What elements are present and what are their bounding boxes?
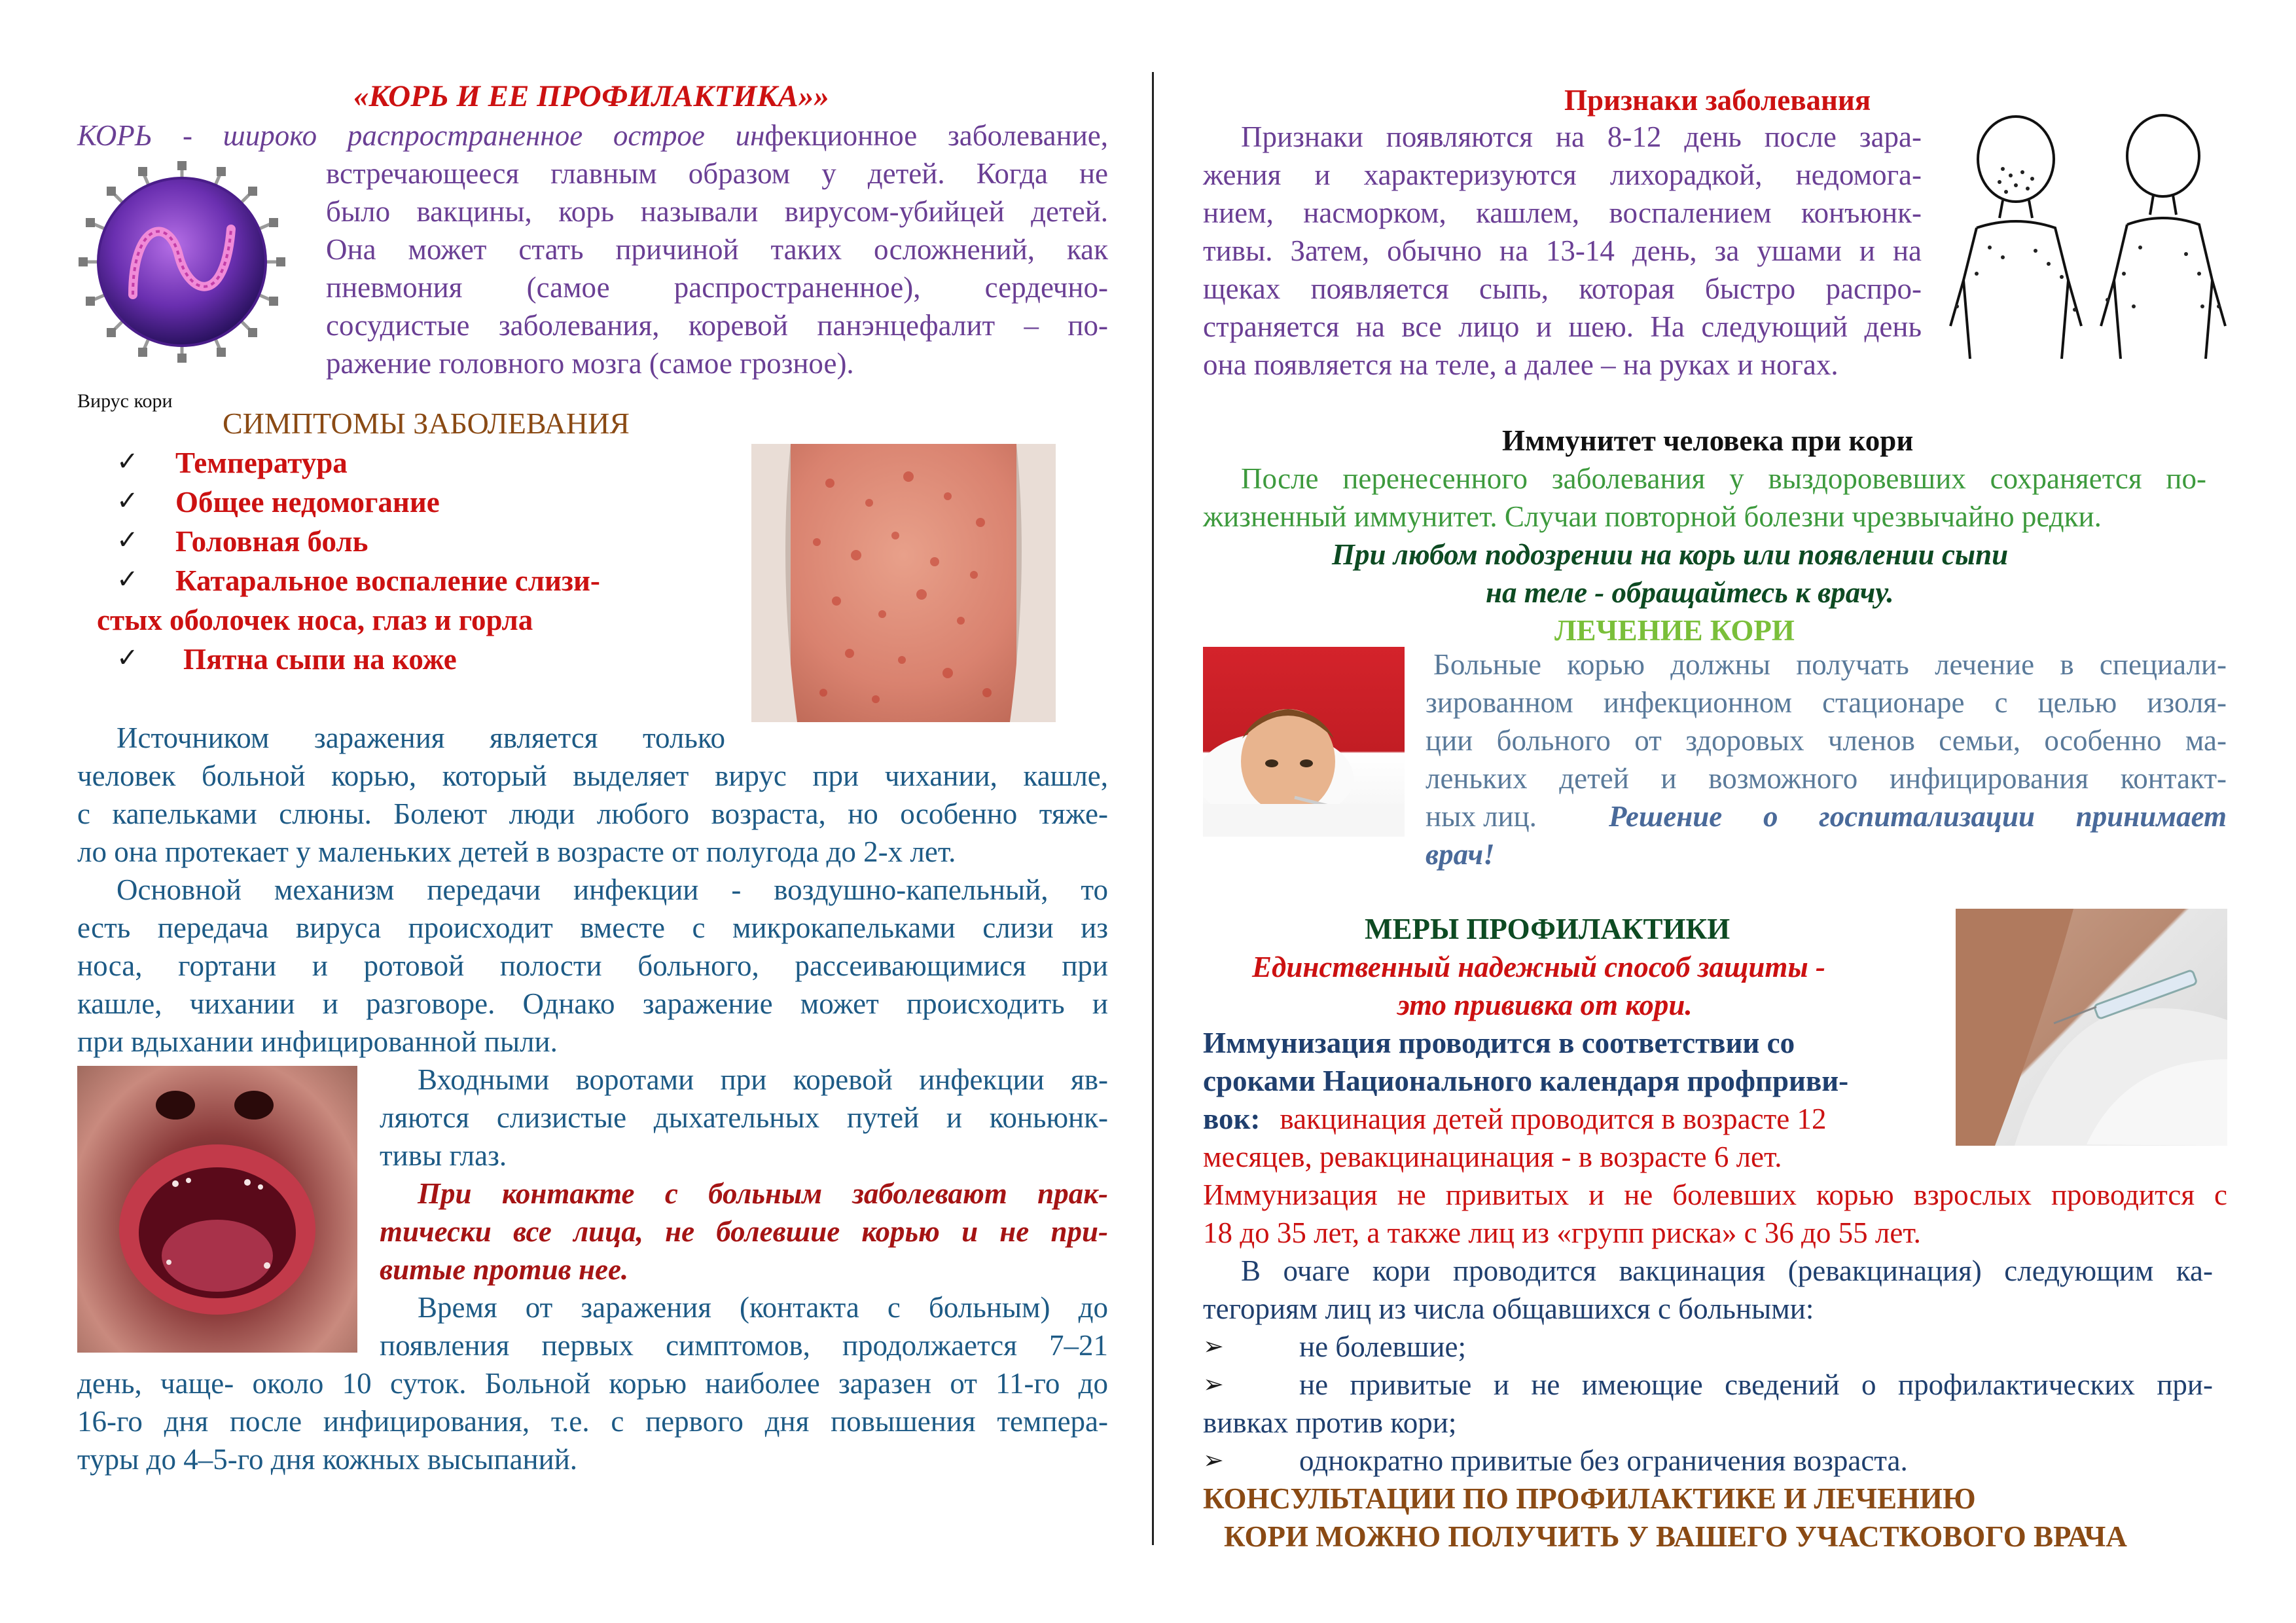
arrow-bullet-icon: ➢ xyxy=(1203,1371,1224,1398)
focus-line-2: тегориям лиц из числа общавшихся с больными: xyxy=(1203,1292,1814,1325)
arrow-bullet-icon: ➢ xyxy=(1203,1333,1224,1360)
incubation-line-4: 16-го дня после инфицирования, т.е. с первого дня повышения темпера- xyxy=(77,1405,1108,1438)
category-2b: вивках против кори; xyxy=(1203,1406,1457,1439)
syringe-hands xyxy=(1956,909,2227,1146)
intro-line-5: пневмония (самое распространенное), сердечно- xyxy=(326,271,1108,304)
immunization-bold-2: сроками Национального календаря профприви- xyxy=(1203,1065,1849,1097)
signs-line-2: жения и характеризуются лихорадкой, недомога- xyxy=(1203,158,1922,191)
intro-line-1 xyxy=(77,117,1108,155)
contact-line-3: витые против нее. xyxy=(380,1253,629,1286)
left-title: «КОРЬ И ЕЕ ПРОФИЛАКТИКА»» xyxy=(353,79,829,113)
immunization-red-2: месяцев, ревакцинацинация - в возрасте 6 лет. xyxy=(1203,1140,1782,1173)
signs-line-1: Признаки появляются на 8-12 день после зара- xyxy=(1241,120,1922,153)
check-icon: ✓ xyxy=(117,447,139,476)
immunization-red-1: вакцинация детей проводится в возрасте 12 xyxy=(1280,1103,1827,1135)
check-icon: ✓ xyxy=(117,525,139,555)
check-icon: ✓ xyxy=(117,564,139,594)
intro-rest: фекционное заболевание, xyxy=(764,119,1108,152)
rash-spots xyxy=(751,444,1056,722)
treatment-line-2: зированном инфекционном стационаре с целью изоля- xyxy=(1426,686,2227,719)
child-in-bed xyxy=(1203,647,1405,837)
injection-photo xyxy=(1956,909,2227,1146)
immunity-title: Иммунитет человека при кори xyxy=(1502,424,1914,457)
category-3: однократно привитые без ограничения возраста. xyxy=(1299,1444,1908,1477)
mechanism-line-4: кашле, чихании и разговоре. Однако заражение может происходить и xyxy=(77,987,1108,1020)
intro-line-2: встречающееся главным образом у детей. Когда не xyxy=(326,157,1108,190)
decision-line-1: Решение о госпитализации принимает xyxy=(1609,800,2227,833)
sick-child-photo xyxy=(1203,647,1405,837)
mechanism-line-1: Основной механизм передачи инфекции - воздушно-капельный, то xyxy=(117,873,1108,906)
prevention-title: МЕРЫ ПРОФИЛАКТИКИ xyxy=(1365,913,1731,945)
source-line-1: Источником заражения является только xyxy=(117,721,725,754)
signs-line-6: страняется на все лицо и шею. На следующий день xyxy=(1203,310,1922,343)
suspicion-line-1: При любом подозрении на корь или появлении сыпи xyxy=(1332,538,2009,571)
source-line-4: ло она протекает у маленьких детей в возрасте от полугода до 2-х лет. xyxy=(77,835,956,868)
adults-line-1: Иммунизация не привитых и не болевших корью взрослых проводится с xyxy=(1203,1178,2227,1211)
mechanism-line-3: носа, гортани и ротовой полости больного, рассеивающимися при xyxy=(77,949,1108,982)
intro-line-7: ражение головного мозга (самое грозное). xyxy=(326,347,854,380)
symptom-5: Пятна сыпи на коже xyxy=(183,643,457,676)
rash-photo xyxy=(751,444,1056,722)
intro-italic: широко распространенное острое ин xyxy=(223,119,765,152)
immunity-line-1: После перенесенного заболевания у выздоровевших сохраняется по- xyxy=(1241,462,2206,495)
focus-line-1: В очаге кори проводится вакцинация (ревакцинация) следующим ка- xyxy=(1241,1254,2213,1287)
gates-line-3: тивы глаз. xyxy=(380,1139,507,1172)
intro-line-6: сосудистые заболевания, коревой панэнцефалит – по- xyxy=(326,309,1108,342)
intro-dash: - xyxy=(152,119,223,152)
mouth-shape xyxy=(77,1066,357,1353)
symptom-3: Головная боль xyxy=(175,525,368,558)
virus-illustration xyxy=(71,157,293,367)
contact-line-1: При контакте с больным заболевают прак- xyxy=(418,1177,1108,1210)
consult-line-1: КОНСУЛЬТАЦИИ ПО ПРОФИЛАКТИКЕ И ЛЕЧЕНИЮ xyxy=(1203,1482,1976,1515)
symptom-1: Температура xyxy=(175,447,348,479)
symptom-2: Общее недомогание xyxy=(175,486,440,519)
source-line-2: человек больной корью, который выделяет вирус при чихании, кашле, xyxy=(77,759,1108,792)
check-icon: ✓ xyxy=(117,643,139,672)
children-sketch xyxy=(1937,110,2245,372)
signs-line-3: нием, насморком, кашлем, воспалением конъюнк- xyxy=(1203,196,1922,229)
signs-line-5: щеках появляется сыпь, которая быстро распро- xyxy=(1203,272,1922,305)
treatment-title: ЛЕЧЕНИЕ КОРИ xyxy=(1554,614,1795,647)
intro-term: КОРЬ xyxy=(77,119,152,152)
category-1: не болевшие; xyxy=(1299,1330,1466,1363)
column-divider xyxy=(1152,72,1154,1545)
incubation-line-3: день, чаще- около 10 суток. Больной корью наиболее заразен от 11-го до xyxy=(77,1367,1108,1400)
consult-line-2: КОРИ МОЖНО ПОЛУЧИТЬ У ВАШЕГО УЧАСТКОВОГО ВРАЧА xyxy=(1224,1520,2127,1553)
incubation-line-2: появления первых симптомов, продолжается 7–21 xyxy=(380,1329,1108,1362)
symptoms-title: СИМПТОМЫ ЗАБОЛЕВАНИЯ xyxy=(223,407,630,440)
incubation-line-1: Время от заражения (контакта с больным) до xyxy=(418,1291,1108,1324)
contact-line-2: тически все лица, не болевшие корью и не при- xyxy=(380,1215,1108,1248)
check-icon: ✓ xyxy=(117,486,139,515)
prevention-line-2: это прививка от кори. xyxy=(1397,989,1693,1021)
arrow-bullet-icon: ➢ xyxy=(1203,1447,1224,1474)
mechanism-line-2: есть передача вируса происходит вместе с микрокапельками слизи из xyxy=(77,911,1108,944)
treatment-line-3: ции больного от здоровых членов семьи, особенно ма- xyxy=(1426,724,2227,757)
virus-caption: Вирус кори xyxy=(77,390,173,412)
immunization-bold-1: Иммунизация проводится в соответствии со xyxy=(1203,1027,1795,1059)
signs-title: Признаки заболевания xyxy=(1564,84,1871,117)
signs-line-4: тивы. Затем, обычно на 13-14 день, за ушами и на xyxy=(1203,234,1922,267)
immunization-bold-3: вок: xyxy=(1203,1103,1261,1135)
mechanism-line-5: при вдыхании инфицированной пыли. xyxy=(77,1025,558,1058)
symptom-4a: Катаральное воспаление слизи- xyxy=(175,564,600,597)
intro-line-3: было вакцины, корь называли вирусом-убийцей детей. xyxy=(326,195,1108,228)
immunity-line-2: жизненный иммунитет. Случаи повторной болезни чрезвычайно редки. xyxy=(1203,500,2102,533)
incubation-line-5: туры до 4–5-го дня кожных высыпаний. xyxy=(77,1443,578,1476)
signs-line-7: она появляется на теле, а далее – на руках и ногах. xyxy=(1203,348,1839,381)
mouth-photo xyxy=(77,1066,357,1353)
symptom-4b: стых оболочек носа, глаз и горла xyxy=(97,604,533,636)
source-line-3: с капельками слюны. Болеют люди любого возраста, но особенно тяже- xyxy=(77,797,1108,830)
prevention-line-1: Единственный надежный способ защиты - xyxy=(1252,951,1825,983)
gates-line-2: ляются слизистые дыхательных путей и коньюнк- xyxy=(380,1101,1108,1134)
gates-line-1: Входными воротами при коревой инфекции яв- xyxy=(418,1063,1108,1096)
intro-line-4: Она может стать причиной таких осложнений, как xyxy=(326,233,1108,266)
treatment-line-1: Больные корью должны получать лечение в специали- xyxy=(1433,648,2227,681)
decision-line-2: врач! xyxy=(1426,838,1495,871)
treatment-line-5: ных лиц. xyxy=(1426,800,1537,833)
suspicion-line-2: на теле - обращайтесь к врачу. xyxy=(1486,576,1894,609)
immunization-line-3 xyxy=(1203,1100,1826,1138)
category-2a: не привитые и не имеющие сведений о профилактических при- xyxy=(1299,1368,2213,1401)
treatment-line-4: леньких детей и возможного инфицирования контакт- xyxy=(1426,762,2227,795)
adults-line-2: 18 до 35 лет, а также лиц из «групп риска» с 36 до 55 лет. xyxy=(1203,1216,1921,1249)
